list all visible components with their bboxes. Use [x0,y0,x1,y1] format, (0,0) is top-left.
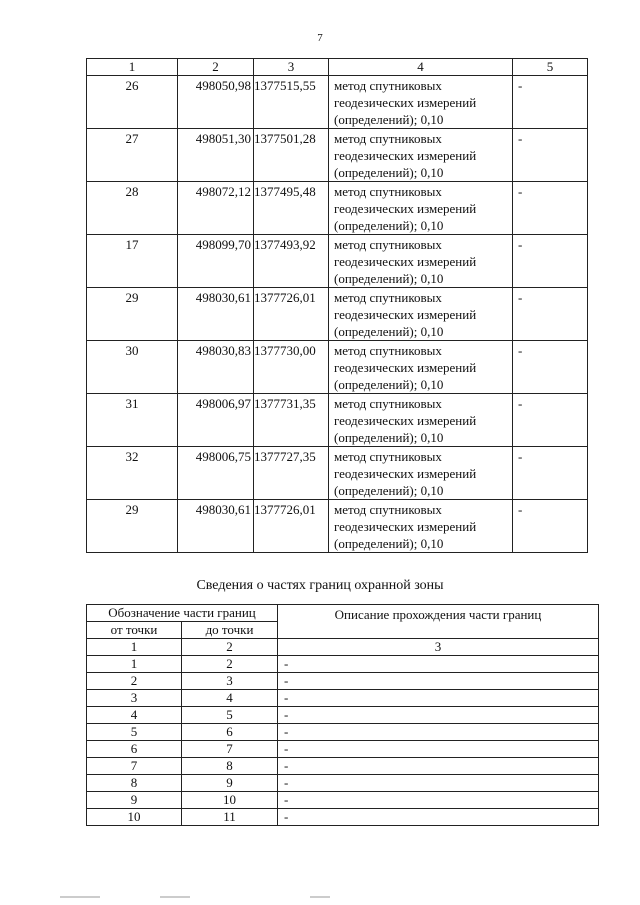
point-number-cell: 32 [87,447,178,500]
table-row [87,724,599,741]
description-cell: - [278,673,599,690]
method-line: геодезических измерений [334,148,477,163]
point-number-cell: 27 [87,129,178,182]
column-index-4: 4 [329,59,513,76]
table-row [87,288,588,341]
point-number-cell: 28 [87,182,178,235]
method-cell [329,341,513,394]
y-coordinate-cell: 1377731,35 [254,394,329,447]
table-row [87,394,588,447]
from-point-cell: 4 [87,707,182,724]
description-cell: - [278,775,599,792]
to-point-cell: 10 [182,792,278,809]
method-cell [329,288,513,341]
from-point-cell: 6 [87,741,182,758]
note-cell: - [513,341,588,394]
table-row [87,235,588,288]
table-row [87,341,588,394]
method-cell [329,235,513,288]
method-line: метод спутниковых [334,396,442,411]
method-cell [329,182,513,235]
method-line: геодезических измерений [334,466,477,481]
method-line: (определений); 0,10 [334,218,444,233]
y-coordinate-cell: 1377730,00 [254,341,329,394]
table-row [87,182,588,235]
column-index-1: 1 [87,59,178,76]
method-line: (определений); 0,10 [334,483,444,498]
table-row [87,500,588,553]
table-row [87,775,599,792]
footer-scan-marks [60,896,360,899]
note-cell: - [513,447,588,500]
from-point-cell: 1 [87,656,182,673]
table-row [87,792,599,809]
description-cell: - [278,758,599,775]
parts-column-index-1: 1 [87,639,182,656]
point-number-cell: 31 [87,394,178,447]
method-line: (определений); 0,10 [334,377,444,392]
method-line: (определений); 0,10 [334,324,444,339]
to-point-cell: 11 [182,809,278,826]
to-point-cell: 7 [182,741,278,758]
method-line: метод спутниковых [334,290,442,305]
point-number-cell: 29 [87,500,178,553]
to-point-cell: 3 [182,673,278,690]
method-line: (определений); 0,10 [334,112,444,127]
header-boundary-description: Описание прохождения части границ [278,605,599,639]
method-line: (определений); 0,10 [334,165,444,180]
description-cell: - [278,724,599,741]
boundary-parts-table [86,604,599,826]
from-point-cell: 9 [87,792,182,809]
y-coordinate-cell: 1377501,28 [254,129,329,182]
method-cell [329,76,513,129]
y-coordinate-cell: 1377727,35 [254,447,329,500]
x-coordinate-cell: 498050,98 [178,76,254,129]
to-point-cell: 8 [182,758,278,775]
table-row [87,741,599,758]
from-point-cell: 3 [87,690,182,707]
method-cell [329,447,513,500]
method-cell [329,394,513,447]
table-row [87,673,599,690]
parts-index-row [87,639,599,656]
method-line: метод спутниковых [334,78,442,93]
column-index-3: 3 [254,59,329,76]
note-cell: - [513,235,588,288]
description-cell: - [278,792,599,809]
table-row [87,76,588,129]
note-cell: - [513,288,588,341]
header-from-point: от точки [87,622,182,639]
point-number-cell: 17 [87,235,178,288]
method-line: геодезических измерений [334,519,477,534]
header-boundary-part-designation: Обозначение части границ [87,605,278,622]
note-cell: - [513,129,588,182]
table-row [87,707,599,724]
parts-header-row-1 [87,605,599,622]
method-line: метод спутниковых [334,184,442,199]
x-coordinate-cell: 498051,30 [178,129,254,182]
description-cell: - [278,707,599,724]
from-point-cell: 7 [87,758,182,775]
table-row [87,656,599,673]
method-line: (определений); 0,10 [334,536,444,551]
from-point-cell: 8 [87,775,182,792]
to-point-cell: 2 [182,656,278,673]
point-number-cell: 29 [87,288,178,341]
method-line: геодезических измерений [334,413,477,428]
method-line: геодезических измерений [334,307,477,322]
y-coordinate-cell: 1377515,55 [254,76,329,129]
note-cell: - [513,76,588,129]
from-point-cell: 5 [87,724,182,741]
method-cell [329,129,513,182]
column-index-2: 2 [178,59,254,76]
note-cell: - [513,182,588,235]
to-point-cell: 4 [182,690,278,707]
method-line: метод спутниковых [334,237,442,252]
x-coordinate-cell: 498006,75 [178,447,254,500]
point-number-cell: 26 [87,76,178,129]
page-number: 7 [317,32,323,44]
description-cell: - [278,741,599,758]
description-cell: - [278,809,599,826]
to-point-cell: 9 [182,775,278,792]
table-row [87,447,588,500]
y-coordinate-cell: 1377495,48 [254,182,329,235]
description-cell: - [278,690,599,707]
table-row [87,809,599,826]
table-row [87,129,588,182]
x-coordinate-cell: 498099,70 [178,235,254,288]
header-to-point: до точки [182,622,278,639]
parts-column-index-3: 3 [278,639,599,656]
table-row [87,758,599,775]
x-coordinate-cell: 498072,12 [178,182,254,235]
coordinates-table [86,58,588,553]
note-cell: - [513,500,588,553]
note-cell: - [513,394,588,447]
method-cell [329,500,513,553]
from-point-cell: 10 [87,809,182,826]
description-cell: - [278,656,599,673]
method-line: метод спутниковых [334,449,442,464]
x-coordinate-cell: 498030,83 [178,341,254,394]
method-line: метод спутниковых [334,502,442,517]
x-coordinate-cell: 498030,61 [178,288,254,341]
point-number-cell: 30 [87,341,178,394]
to-point-cell: 6 [182,724,278,741]
coordinates-header-row [87,59,588,76]
method-line: геодезических измерений [334,201,477,216]
y-coordinate-cell: 1377726,01 [254,288,329,341]
section-title: Сведения о частях границ охранной зоны [196,578,444,593]
column-index-5: 5 [513,59,588,76]
table-row [87,690,599,707]
x-coordinate-cell: 498030,61 [178,500,254,553]
to-point-cell: 5 [182,707,278,724]
method-line: метод спутниковых [334,343,442,358]
y-coordinate-cell: 1377493,92 [254,235,329,288]
method-line: геодезических измерений [334,360,477,375]
x-coordinate-cell: 498006,97 [178,394,254,447]
method-line: (определений); 0,10 [334,430,444,445]
from-point-cell: 2 [87,673,182,690]
method-line: геодезических измерений [334,254,477,269]
method-line: (определений); 0,10 [334,271,444,286]
y-coordinate-cell: 1377726,01 [254,500,329,553]
method-line: метод спутниковых [334,131,442,146]
method-line: геодезических измерений [334,95,477,110]
parts-column-index-2: 2 [182,639,278,656]
